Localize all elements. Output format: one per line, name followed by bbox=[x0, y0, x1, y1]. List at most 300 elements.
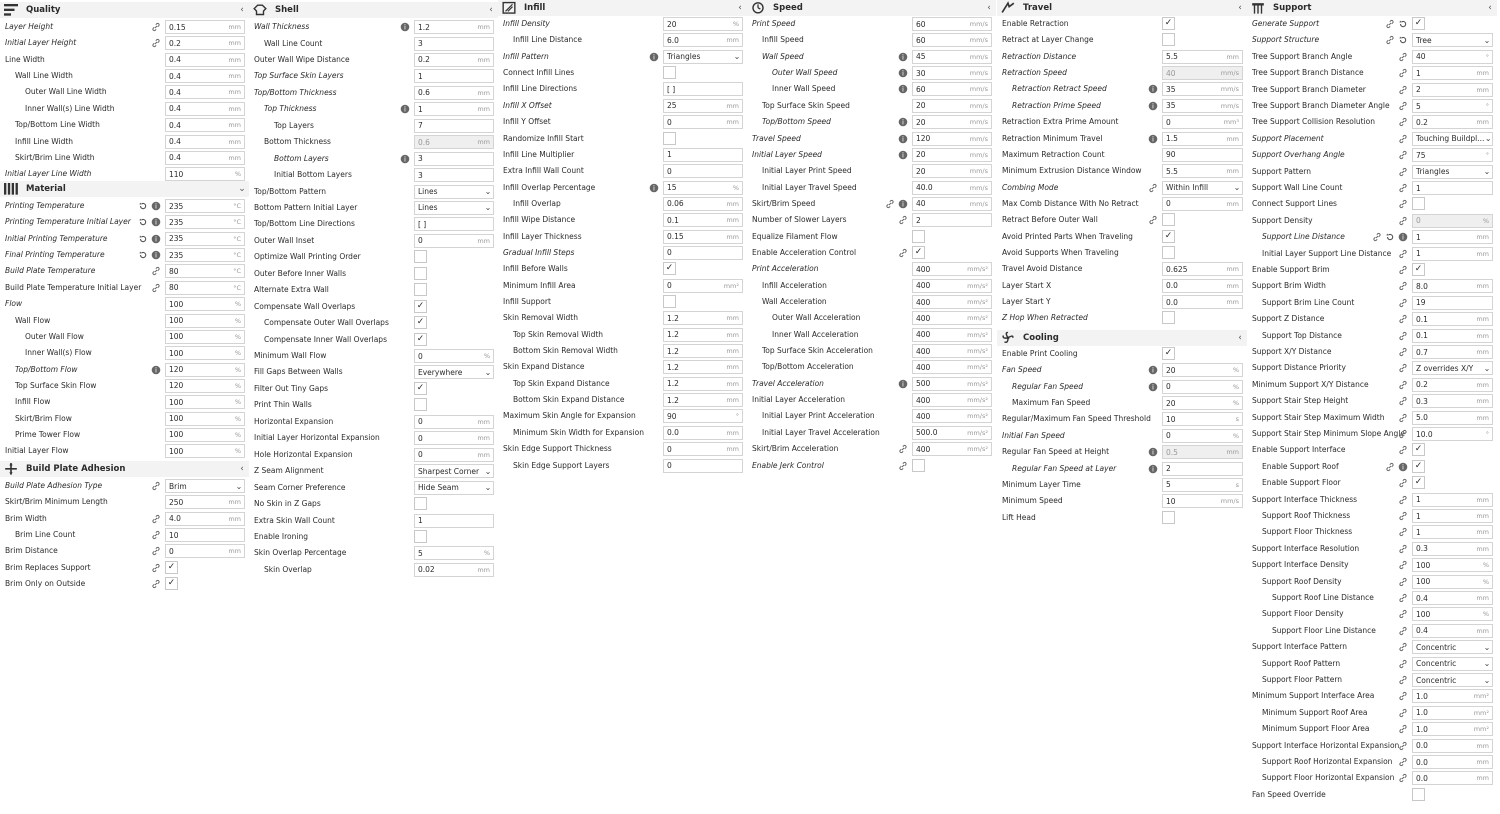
link-icon[interactable] bbox=[1397, 248, 1409, 260]
setting-input[interactable] bbox=[663, 311, 743, 325]
chevron-left-icon[interactable]: ‹ bbox=[738, 3, 742, 13]
link-icon[interactable] bbox=[1397, 116, 1409, 128]
setting-input[interactable] bbox=[912, 82, 992, 96]
setting-input[interactable] bbox=[1412, 771, 1493, 785]
info-icon[interactable] bbox=[897, 198, 909, 210]
info-icon[interactable] bbox=[399, 103, 411, 115]
setting-dropdown[interactable] bbox=[414, 185, 494, 199]
setting-input[interactable] bbox=[663, 164, 743, 178]
setting-input[interactable] bbox=[414, 53, 494, 67]
setting-input[interactable] bbox=[414, 546, 494, 560]
reset-icon[interactable] bbox=[137, 233, 149, 245]
setting-input[interactable] bbox=[663, 246, 743, 260]
chevron-left-icon[interactable]: ‹ bbox=[1238, 3, 1242, 13]
info-icon[interactable] bbox=[897, 83, 909, 95]
section-header-infill[interactable] bbox=[498, 0, 747, 16]
section-header-shell[interactable] bbox=[249, 2, 498, 18]
link-icon[interactable] bbox=[1384, 18, 1396, 30]
link-icon[interactable] bbox=[1397, 494, 1409, 506]
section-header-cooling[interactable] bbox=[997, 330, 1247, 346]
setting-input[interactable] bbox=[1412, 329, 1493, 343]
info-icon[interactable] bbox=[1147, 381, 1159, 393]
setting-input[interactable] bbox=[912, 442, 992, 456]
link-icon[interactable] bbox=[1397, 592, 1409, 604]
link-icon[interactable] bbox=[1397, 510, 1409, 522]
setting-input[interactable] bbox=[165, 495, 245, 509]
link-icon[interactable] bbox=[1371, 231, 1383, 243]
setting-checkbox[interactable]: ✓ bbox=[912, 246, 925, 259]
setting-input[interactable] bbox=[414, 168, 494, 182]
setting-input[interactable] bbox=[165, 36, 245, 50]
setting-input[interactable] bbox=[912, 328, 992, 342]
setting-input[interactable] bbox=[165, 118, 245, 132]
chevron-left-icon[interactable]: ‹ bbox=[240, 464, 244, 474]
setting-dropdown[interactable] bbox=[1412, 673, 1493, 687]
link-icon[interactable] bbox=[150, 480, 162, 492]
link-icon[interactable] bbox=[1397, 444, 1409, 456]
info-icon[interactable] bbox=[897, 116, 909, 128]
link-icon[interactable] bbox=[1397, 182, 1409, 194]
link-icon[interactable] bbox=[1397, 690, 1409, 702]
reset-icon[interactable] bbox=[137, 200, 149, 212]
link-icon[interactable] bbox=[1384, 34, 1396, 46]
setting-input[interactable] bbox=[912, 409, 992, 423]
setting-input[interactable] bbox=[1412, 230, 1493, 244]
setting-checkbox[interactable] bbox=[663, 66, 676, 79]
setting-input[interactable] bbox=[165, 215, 245, 229]
chevron-left-icon[interactable]: ‹ bbox=[987, 3, 991, 13]
info-icon[interactable] bbox=[897, 51, 909, 63]
setting-input[interactable] bbox=[165, 444, 245, 458]
setting-input[interactable] bbox=[1412, 722, 1493, 736]
setting-input[interactable] bbox=[414, 514, 494, 528]
setting-input[interactable] bbox=[912, 360, 992, 374]
setting-input[interactable] bbox=[165, 297, 245, 311]
info-icon[interactable] bbox=[150, 200, 162, 212]
setting-input[interactable] bbox=[1162, 115, 1243, 129]
link-icon[interactable] bbox=[1397, 215, 1409, 227]
setting-input[interactable] bbox=[912, 197, 992, 211]
reset-icon[interactable] bbox=[1397, 18, 1409, 30]
setting-input[interactable] bbox=[663, 409, 743, 423]
link-icon[interactable] bbox=[1147, 182, 1159, 194]
setting-input[interactable] bbox=[912, 17, 992, 31]
setting-input[interactable] bbox=[1412, 115, 1493, 129]
setting-input[interactable] bbox=[165, 248, 245, 262]
setting-input[interactable] bbox=[1412, 689, 1493, 703]
setting-input[interactable] bbox=[1412, 345, 1493, 359]
setting-input[interactable] bbox=[1412, 427, 1493, 441]
setting-checkbox[interactable] bbox=[663, 295, 676, 308]
setting-input[interactable] bbox=[912, 393, 992, 407]
link-icon[interactable] bbox=[1397, 723, 1409, 735]
setting-checkbox[interactable]: ✓ bbox=[414, 333, 427, 346]
setting-input[interactable] bbox=[1412, 575, 1493, 589]
setting-input[interactable] bbox=[1162, 429, 1243, 443]
link-icon[interactable] bbox=[1397, 313, 1409, 325]
section-header-support[interactable] bbox=[1247, 0, 1497, 16]
setting-checkbox[interactable] bbox=[1162, 311, 1175, 324]
setting-checkbox[interactable] bbox=[414, 250, 427, 263]
setting-input[interactable] bbox=[663, 279, 743, 293]
link-icon[interactable] bbox=[1397, 84, 1409, 96]
link-icon[interactable] bbox=[150, 37, 162, 49]
link-icon[interactable] bbox=[150, 265, 162, 277]
setting-input[interactable] bbox=[663, 213, 743, 227]
setting-input[interactable] bbox=[1412, 706, 1493, 720]
setting-input[interactable] bbox=[414, 448, 494, 462]
setting-input[interactable] bbox=[1162, 462, 1243, 476]
setting-input[interactable] bbox=[1412, 394, 1493, 408]
setting-checkbox[interactable] bbox=[1412, 788, 1425, 801]
setting-checkbox[interactable] bbox=[414, 530, 427, 543]
setting-dropdown[interactable] bbox=[1412, 165, 1493, 179]
link-icon[interactable] bbox=[1397, 362, 1409, 374]
info-icon[interactable] bbox=[1147, 133, 1159, 145]
setting-input[interactable] bbox=[1162, 295, 1243, 309]
setting-input[interactable] bbox=[1412, 214, 1493, 228]
reset-icon[interactable] bbox=[137, 216, 149, 228]
setting-dropdown[interactable] bbox=[1412, 132, 1493, 146]
link-icon[interactable] bbox=[1397, 264, 1409, 276]
setting-input[interactable] bbox=[165, 428, 245, 442]
setting-input[interactable] bbox=[1412, 148, 1493, 162]
setting-checkbox[interactable] bbox=[1162, 33, 1175, 46]
setting-input[interactable] bbox=[1162, 412, 1243, 426]
setting-input[interactable] bbox=[165, 544, 245, 558]
link-icon[interactable] bbox=[1397, 395, 1409, 407]
setting-checkbox[interactable]: ✓ bbox=[1162, 230, 1175, 243]
setting-input[interactable] bbox=[1412, 66, 1493, 80]
setting-dropdown[interactable] bbox=[414, 365, 494, 379]
setting-input[interactable] bbox=[1162, 494, 1243, 508]
setting-input[interactable] bbox=[1412, 181, 1493, 195]
setting-input[interactable] bbox=[663, 99, 743, 113]
setting-input[interactable] bbox=[165, 395, 245, 409]
setting-input[interactable] bbox=[1412, 296, 1493, 310]
setting-input[interactable] bbox=[663, 181, 743, 195]
setting-checkbox[interactable]: ✓ bbox=[663, 262, 676, 275]
link-icon[interactable] bbox=[1397, 674, 1409, 686]
setting-checkbox[interactable] bbox=[912, 230, 925, 243]
link-icon[interactable] bbox=[897, 214, 909, 226]
info-icon[interactable] bbox=[1147, 100, 1159, 112]
link-icon[interactable] bbox=[1397, 166, 1409, 178]
link-icon[interactable] bbox=[1397, 543, 1409, 555]
setting-input[interactable] bbox=[663, 115, 743, 129]
info-icon[interactable] bbox=[150, 233, 162, 245]
link-icon[interactable] bbox=[1397, 100, 1409, 112]
setting-input[interactable] bbox=[165, 232, 245, 246]
setting-input[interactable] bbox=[1162, 478, 1243, 492]
setting-input[interactable] bbox=[1162, 363, 1243, 377]
setting-input[interactable] bbox=[912, 279, 992, 293]
link-icon[interactable] bbox=[1397, 477, 1409, 489]
link-icon[interactable] bbox=[1147, 214, 1159, 226]
setting-input[interactable] bbox=[165, 346, 245, 360]
setting-dropdown[interactable] bbox=[414, 201, 494, 215]
setting-input[interactable] bbox=[165, 53, 245, 67]
setting-input[interactable] bbox=[912, 33, 992, 47]
setting-input[interactable] bbox=[912, 377, 992, 391]
setting-input[interactable] bbox=[1412, 509, 1493, 523]
setting-input[interactable] bbox=[1412, 411, 1493, 425]
setting-input[interactable] bbox=[663, 459, 743, 473]
link-icon[interactable] bbox=[897, 460, 909, 472]
setting-input[interactable] bbox=[912, 426, 992, 440]
setting-input[interactable] bbox=[663, 393, 743, 407]
chevron-left-icon[interactable]: ‹ bbox=[1488, 3, 1492, 13]
setting-input[interactable] bbox=[165, 363, 245, 377]
setting-checkbox[interactable] bbox=[414, 398, 427, 411]
setting-checkbox[interactable]: ✓ bbox=[1412, 476, 1425, 489]
setting-input[interactable] bbox=[912, 164, 992, 178]
setting-input[interactable] bbox=[1412, 739, 1493, 753]
setting-input[interactable] bbox=[1412, 378, 1493, 392]
setting-input[interactable] bbox=[912, 181, 992, 195]
link-icon[interactable] bbox=[150, 513, 162, 525]
link-icon[interactable] bbox=[1397, 67, 1409, 79]
link-icon[interactable] bbox=[1397, 198, 1409, 210]
setting-input[interactable] bbox=[1412, 99, 1493, 113]
info-icon[interactable] bbox=[1397, 461, 1409, 473]
setting-input[interactable] bbox=[414, 102, 494, 116]
setting-checkbox[interactable] bbox=[663, 132, 676, 145]
setting-input[interactable] bbox=[165, 528, 245, 542]
setting-input[interactable] bbox=[663, 344, 743, 358]
setting-input[interactable] bbox=[1412, 83, 1493, 97]
setting-dropdown[interactable] bbox=[414, 481, 494, 495]
setting-input[interactable] bbox=[414, 152, 494, 166]
setting-input[interactable] bbox=[165, 167, 245, 181]
setting-input[interactable] bbox=[912, 50, 992, 64]
setting-input[interactable] bbox=[165, 264, 245, 278]
setting-input[interactable] bbox=[414, 37, 494, 51]
setting-input[interactable] bbox=[663, 33, 743, 47]
info-icon[interactable] bbox=[648, 182, 660, 194]
setting-input[interactable] bbox=[1162, 50, 1243, 64]
link-icon[interactable] bbox=[150, 545, 162, 557]
section-header-adhesion[interactable] bbox=[0, 461, 249, 477]
setting-checkbox[interactable] bbox=[1162, 511, 1175, 524]
setting-input[interactable] bbox=[1162, 380, 1243, 394]
link-icon[interactable] bbox=[897, 247, 909, 259]
link-icon[interactable] bbox=[1397, 756, 1409, 768]
setting-input[interactable] bbox=[1412, 591, 1493, 605]
setting-dropdown[interactable] bbox=[414, 464, 494, 478]
setting-checkbox[interactable]: ✓ bbox=[1412, 263, 1425, 276]
setting-input[interactable] bbox=[414, 119, 494, 133]
link-icon[interactable] bbox=[150, 282, 162, 294]
setting-dropdown[interactable] bbox=[1412, 657, 1493, 671]
chevron-left-icon[interactable]: ‹ bbox=[489, 5, 493, 15]
link-icon[interactable] bbox=[150, 529, 162, 541]
link-icon[interactable] bbox=[1397, 772, 1409, 784]
setting-input[interactable] bbox=[414, 69, 494, 83]
setting-input[interactable] bbox=[165, 281, 245, 295]
setting-input[interactable] bbox=[912, 262, 992, 276]
setting-checkbox[interactable] bbox=[1162, 246, 1175, 259]
setting-input[interactable] bbox=[663, 442, 743, 456]
setting-input[interactable] bbox=[1162, 132, 1243, 146]
setting-input[interactable] bbox=[1162, 262, 1243, 276]
setting-input[interactable] bbox=[1412, 525, 1493, 539]
info-icon[interactable] bbox=[648, 51, 660, 63]
link-icon[interactable] bbox=[1397, 559, 1409, 571]
setting-checkbox[interactable]: ✓ bbox=[1412, 460, 1425, 473]
info-icon[interactable] bbox=[1397, 231, 1409, 243]
setting-input[interactable] bbox=[1412, 607, 1493, 621]
setting-input[interactable] bbox=[1412, 50, 1493, 64]
setting-input[interactable] bbox=[663, 17, 743, 31]
info-icon[interactable] bbox=[1147, 463, 1159, 475]
setting-checkbox[interactable]: ✓ bbox=[1412, 17, 1425, 30]
link-icon[interactable] bbox=[1397, 526, 1409, 538]
info-icon[interactable] bbox=[897, 149, 909, 161]
reset-icon[interactable] bbox=[1397, 34, 1409, 46]
setting-input[interactable] bbox=[414, 86, 494, 100]
setting-input[interactable] bbox=[1162, 99, 1243, 113]
setting-input[interactable] bbox=[663, 230, 743, 244]
setting-input[interactable] bbox=[1412, 558, 1493, 572]
info-icon[interactable] bbox=[897, 67, 909, 79]
setting-checkbox[interactable]: ✓ bbox=[414, 316, 427, 329]
info-icon[interactable] bbox=[897, 378, 909, 390]
link-icon[interactable] bbox=[150, 578, 162, 590]
setting-dropdown[interactable] bbox=[663, 50, 743, 64]
setting-input[interactable] bbox=[912, 148, 992, 162]
info-icon[interactable] bbox=[150, 249, 162, 261]
setting-input[interactable] bbox=[414, 217, 494, 231]
setting-checkbox[interactable]: ✓ bbox=[165, 577, 178, 590]
setting-input[interactable] bbox=[663, 148, 743, 162]
setting-input[interactable] bbox=[1162, 396, 1243, 410]
link-icon[interactable] bbox=[1397, 428, 1409, 440]
setting-input[interactable] bbox=[912, 311, 992, 325]
setting-input[interactable] bbox=[165, 314, 245, 328]
setting-input[interactable] bbox=[912, 99, 992, 113]
link-icon[interactable] bbox=[1397, 625, 1409, 637]
info-icon[interactable] bbox=[399, 21, 411, 33]
chevron-down-icon[interactable]: ⌄ bbox=[238, 184, 246, 194]
setting-checkbox[interactable]: ✓ bbox=[1162, 347, 1175, 360]
setting-checkbox[interactable] bbox=[1412, 197, 1425, 210]
info-icon[interactable] bbox=[399, 153, 411, 165]
setting-input[interactable] bbox=[663, 197, 743, 211]
setting-checkbox[interactable]: ✓ bbox=[414, 382, 427, 395]
setting-input[interactable] bbox=[912, 344, 992, 358]
section-header-quality[interactable] bbox=[0, 2, 249, 18]
setting-input[interactable] bbox=[1162, 445, 1243, 459]
setting-input[interactable] bbox=[165, 512, 245, 526]
setting-input[interactable] bbox=[1162, 164, 1243, 178]
setting-checkbox[interactable] bbox=[414, 497, 427, 510]
info-icon[interactable] bbox=[897, 133, 909, 145]
setting-input[interactable] bbox=[414, 431, 494, 445]
setting-input[interactable] bbox=[414, 20, 494, 34]
info-icon[interactable] bbox=[150, 216, 162, 228]
setting-input[interactable] bbox=[1162, 279, 1243, 293]
info-icon[interactable] bbox=[1147, 83, 1159, 95]
setting-input[interactable] bbox=[1412, 755, 1493, 769]
link-icon[interactable] bbox=[1397, 658, 1409, 670]
setting-input[interactable] bbox=[912, 66, 992, 80]
link-icon[interactable] bbox=[1397, 641, 1409, 653]
setting-input[interactable] bbox=[414, 415, 494, 429]
setting-input[interactable] bbox=[1412, 312, 1493, 326]
setting-dropdown[interactable] bbox=[165, 479, 245, 493]
setting-input[interactable] bbox=[165, 85, 245, 99]
link-icon[interactable] bbox=[1384, 461, 1396, 473]
setting-input[interactable] bbox=[165, 412, 245, 426]
chevron-left-icon[interactable]: ‹ bbox=[1238, 333, 1242, 343]
setting-input[interactable] bbox=[1412, 493, 1493, 507]
setting-input[interactable] bbox=[165, 69, 245, 83]
setting-input[interactable] bbox=[165, 20, 245, 34]
setting-dropdown[interactable] bbox=[1412, 640, 1493, 654]
setting-checkbox[interactable]: ✓ bbox=[1162, 17, 1175, 30]
setting-checkbox[interactable]: ✓ bbox=[1412, 443, 1425, 456]
setting-input[interactable] bbox=[663, 328, 743, 342]
setting-input[interactable] bbox=[165, 199, 245, 213]
section-header-travel[interactable] bbox=[997, 0, 1247, 16]
setting-input[interactable] bbox=[165, 379, 245, 393]
info-icon[interactable] bbox=[1147, 364, 1159, 376]
reset-icon[interactable] bbox=[1384, 231, 1396, 243]
setting-input[interactable] bbox=[1162, 82, 1243, 96]
setting-input[interactable] bbox=[663, 82, 743, 96]
link-icon[interactable] bbox=[150, 562, 162, 574]
info-icon[interactable] bbox=[150, 364, 162, 376]
link-icon[interactable] bbox=[1397, 280, 1409, 292]
setting-input[interactable] bbox=[1412, 542, 1493, 556]
section-header-speed[interactable] bbox=[747, 0, 996, 16]
setting-input[interactable] bbox=[1412, 279, 1493, 293]
link-icon[interactable] bbox=[1397, 740, 1409, 752]
link-icon[interactable] bbox=[1397, 133, 1409, 145]
setting-input[interactable] bbox=[165, 135, 245, 149]
setting-dropdown[interactable] bbox=[1412, 361, 1493, 375]
setting-input[interactable] bbox=[1162, 197, 1243, 211]
setting-dropdown[interactable] bbox=[1412, 33, 1493, 47]
setting-input[interactable] bbox=[912, 115, 992, 129]
setting-input[interactable] bbox=[1162, 66, 1243, 80]
link-icon[interactable] bbox=[1397, 330, 1409, 342]
chevron-left-icon[interactable]: ‹ bbox=[240, 5, 244, 15]
info-icon[interactable] bbox=[1147, 446, 1159, 458]
setting-input[interactable] bbox=[414, 234, 494, 248]
setting-dropdown[interactable] bbox=[1162, 181, 1243, 195]
setting-input[interactable] bbox=[663, 377, 743, 391]
setting-input[interactable] bbox=[1162, 148, 1243, 162]
link-icon[interactable] bbox=[1397, 608, 1409, 620]
setting-input[interactable] bbox=[414, 349, 494, 363]
setting-checkbox[interactable]: ✓ bbox=[414, 300, 427, 313]
link-icon[interactable] bbox=[1397, 149, 1409, 161]
setting-input[interactable] bbox=[1412, 247, 1493, 261]
setting-input[interactable] bbox=[912, 132, 992, 146]
link-icon[interactable] bbox=[1397, 379, 1409, 391]
setting-input[interactable] bbox=[414, 135, 494, 149]
setting-input[interactable] bbox=[414, 563, 494, 577]
setting-input[interactable] bbox=[912, 213, 992, 227]
setting-input[interactable] bbox=[663, 360, 743, 374]
link-icon[interactable] bbox=[150, 21, 162, 33]
setting-checkbox[interactable]: ✓ bbox=[165, 561, 178, 574]
link-icon[interactable] bbox=[1397, 412, 1409, 424]
setting-input[interactable] bbox=[1412, 624, 1493, 638]
setting-input[interactable] bbox=[912, 295, 992, 309]
